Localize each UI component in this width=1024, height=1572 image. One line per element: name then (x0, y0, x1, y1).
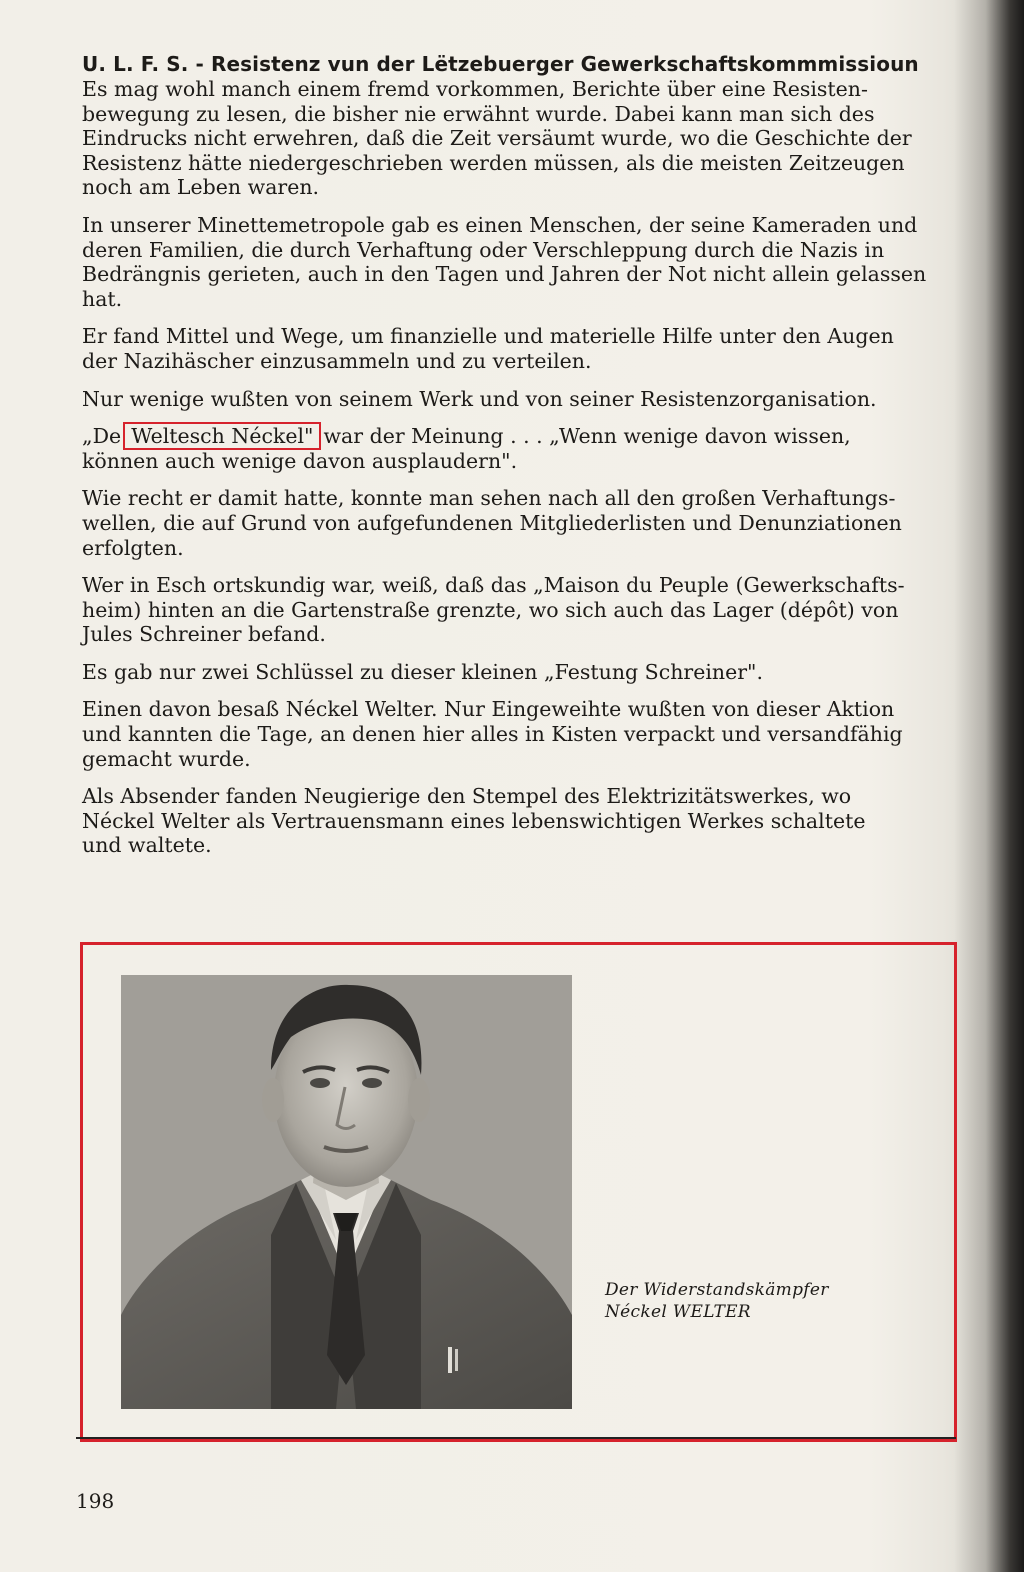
paragraph-8: Einen davon besaß Néckel Welter. Nur Eingeweihte wußten von dieser Aktion und kannten die Tage, an denen hier alles in Kisten verpackt und versandfähig gemacht wurde. (82, 697, 903, 771)
photo-caption (605, 1279, 925, 1323)
article-body (82, 77, 962, 871)
paragraph-7: Es gab nur zwei Schlüssel zu dieser kleinen „Festung Schreiner". (82, 659, 763, 684)
section-heading: U. L. F. S. - Resistenz vun der Lëtzebuerger Gewerkschaftskommmissioun (82, 52, 919, 76)
caption-line-1: Der Widerstandskämpfer (605, 1280, 829, 1300)
paragraph-5: Wie recht er damit hatte, konnte man sehen nach all den großen Verhaftungs- wellen, die auf Grund von aufgefundenen Mitgliederlisten und Denunziationen erfolgten. (82, 486, 902, 560)
photo-rule (76, 1437, 956, 1439)
paragraph-2: In unserer Minettemetropole gab es einen Menschen, der seine Kameraden und deren Familien, die durch Verhaftung oder Verschleppung durch die Nazis in Bedrängnis gerieten, auch in den Tagen und Jahren der Not nicht allein gelassen hat. (82, 212, 927, 311)
highlighted-name: Weltesch Néckel" (123, 422, 321, 450)
portrait-photo (121, 975, 572, 1409)
quote-suffix: war der Meinung . . . „Wenn wenige davon wissen, können auch wenige davon ausplaudern". (82, 424, 851, 473)
book-spine-shadow (954, 0, 1024, 1572)
paragraph-4: Nur wenige wußten von seinem Werk und von seiner Resistenzorganisation. (82, 386, 877, 411)
paragraph-3: Er fand Mittel und Wege, um finanzielle und materielle Hilfe unter den Augen der Nazihäscher einzusammeln und zu verteilen. (82, 324, 894, 373)
paragraph-6: Wer in Esch ortskundig war, weiß, daß das „Maison du Peuple (Gewerkschafts- heim) hinten an die Gartenstraße grenzte, wo sich auch das Lager (dépôt) von Jules Schreiner befand. (82, 573, 905, 647)
paragraph-9: Als Absender fanden Neugierige den Stempel des Elektrizitätswerkes, wo Néckel Welter als Vertrauensmann eines lebenswichtigen Werkes schaltete und waltete. (82, 784, 866, 858)
quote-paragraph (82, 424, 962, 473)
quote-prefix: „De (82, 424, 122, 449)
paragraph-1: Es mag wohl manch einem fremd vorkommen, Berichte über eine Resisten- bewegung zu lesen, die bisher nie erwähnt wurde. Dabei kann man sich des Eindrucks nicht erwehren, daß die Zeit versäumt wurde, wo die Geschichte der Resistenz hätte niedergeschrieben werden müssen, als die meisten Zeitzeugen noch am Leben waren. (82, 77, 912, 200)
caption-line-2: Néckel WELTER (605, 1302, 751, 1322)
portrait-illustration (121, 975, 572, 1409)
page-number: 198 (76, 1489, 115, 1513)
